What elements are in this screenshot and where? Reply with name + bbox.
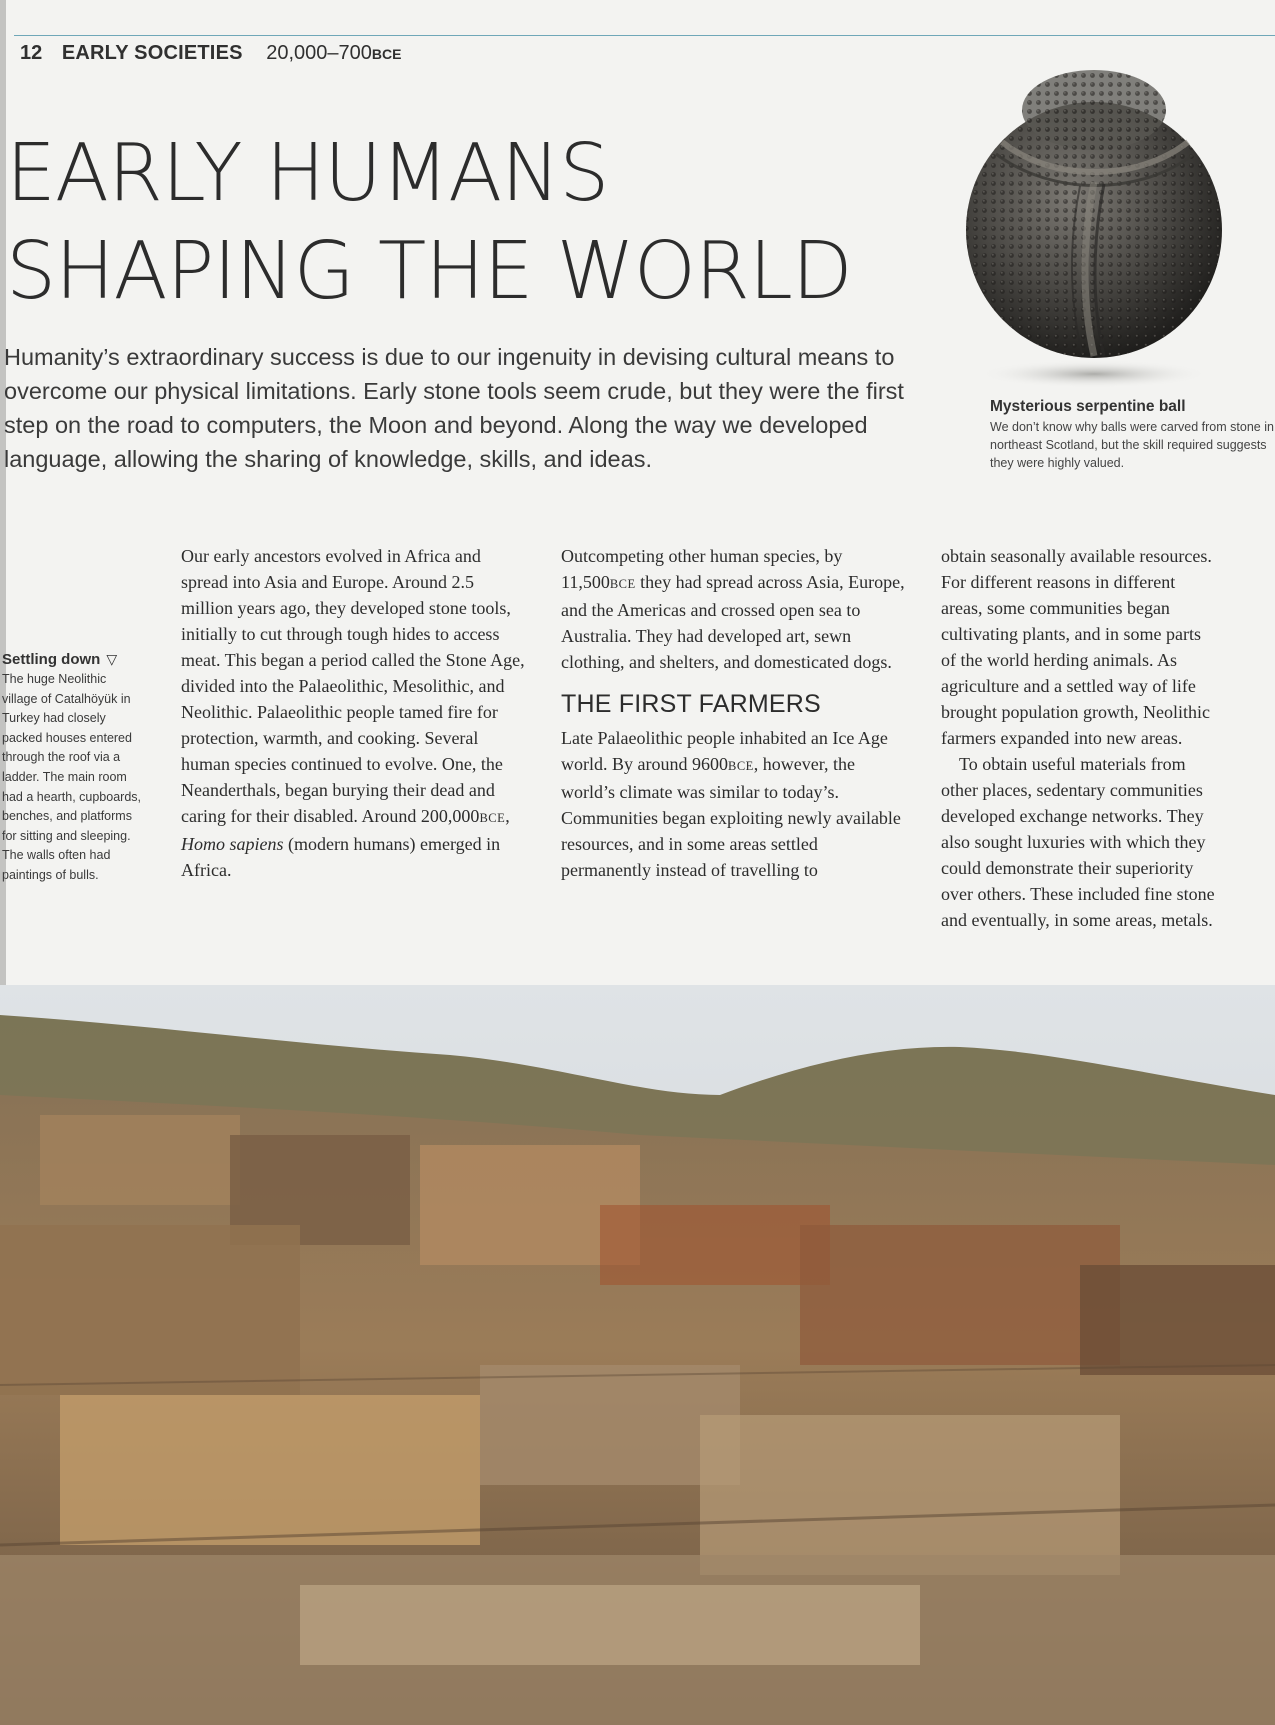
column-1-text-b: (modern humans) emerged in Africa. (181, 834, 501, 880)
ball-caption-text: We don’t know why balls were carved from stone in northeast Scotland, but the skill required suggests they were highly valued. (990, 420, 1274, 470)
column-2-text-a: Outcompeting other human species, by 11,500 (561, 546, 843, 592)
body-column-1 (181, 543, 526, 883)
column-3-line: For different reasons in different (941, 572, 1176, 592)
column-3-line: To obtain useful materials from (959, 754, 1186, 774)
column-3-line: obtain seasonally available resources. (941, 546, 1212, 566)
column-3-line: also sought luxuries with which they (941, 832, 1206, 852)
section-subheading: THE FIRST FARMERS (561, 690, 821, 718)
column-1-text-a: Our early ancestors evolved in Africa and spread into Asia and Europe. Around 2.5 million years ago, they developed stone tools, initially to cut through tough hides to access meat. This began a period called the Stone Age, divided into the Palaeolithic, Mesolithic, and Neolithic. Palaeolithic people tamed fire for protection, warmth, and cooking. Several human species continued to evolve. One, the Neanderthals, began burying their dead and caring for their disabled. Around 200,000 (181, 546, 525, 826)
column-3-line: agriculture and a settled way of life (941, 676, 1196, 696)
section-title: EARLY SOCIETIES (61, 42, 243, 64)
serpentine-ball-image (962, 62, 1232, 392)
column-2-text-b: they had spread across Asia, Europe, and the Americas and crossed open sea to Australia. They had developed art, sewn clothing, and shelters, and domesticated dogs. (561, 572, 905, 672)
column-3-line: and eventually, in some areas, metals. (941, 910, 1213, 930)
ball-caption (990, 398, 1275, 472)
column-3-line: cultivating plants, and in some parts (941, 624, 1201, 644)
column-3-line: of the world herding animals. As (941, 650, 1177, 670)
catalhoyuk-excavation-photo (0, 985, 1275, 1725)
date-era: BCE (371, 46, 402, 62)
era-label: BCE (727, 759, 754, 773)
column-2-paragraph-1 (561, 543, 906, 675)
era-label: BCE (609, 577, 636, 591)
header-rule (14, 35, 1275, 36)
column-3-line: areas, some communities began (941, 598, 1170, 618)
settling-caption (2, 651, 142, 886)
column-3-line: other places, sedentary communities (941, 780, 1203, 800)
triangle-down-icon: ▽ (106, 651, 118, 667)
intro-paragraph: Humanity’s extraordinary success is due to our ingenuity in devising cultural means to overcome our physical limitations. Early stone tools seem crude, but they were the first step on the road to computers, the Moon and beyond. Along the way we developed language, allowing the sharing of knowledge, skills, and ideas. (4, 344, 904, 472)
column-2-text-d: , however, the world’s climate was similar to today’s. Communities began exploiting newly available resources, and in some areas settled permanently instead of travelling to (561, 754, 901, 880)
column-3-line: brought population growth, Neolithic (941, 702, 1210, 722)
species-name: Homo sapiens (181, 834, 284, 854)
column-3-line: over others. These included fine stone (941, 884, 1215, 904)
column-3-line: developed exchange networks. They (941, 806, 1204, 826)
column-3-line: could demonstrate their superiority (941, 858, 1194, 878)
column-3-line: farmers expanded into new areas. (941, 728, 1183, 748)
page-number: 12 (20, 42, 43, 64)
settling-caption-text: The huge Neolithic village of Catalhöyük in Turkey had closely packed houses entered through the roof via a ladder. The main room had a hearth, cupboards, benches, and platforms for sitting and sleeping. The walls often had paintings of bulls. (2, 672, 141, 882)
running-header (20, 42, 401, 65)
body-column-2 (561, 543, 906, 883)
date-range: 20,000–700 (266, 42, 372, 64)
settling-caption-title: Settling down (2, 651, 101, 668)
era-label: BCE (479, 811, 506, 825)
title-line-2: SHAPING THE WORLD (6, 225, 852, 317)
column-2-paragraph-2 (561, 725, 906, 883)
column-1-paragraph (181, 543, 526, 883)
page-title (6, 124, 852, 320)
column-2-text-c: Late Palaeolithic people inhabited an Ice Age world. By around 9600 (561, 728, 888, 774)
ball-caption-title: Mysterious serpentine ball (990, 398, 1186, 415)
column-1-comma: , (505, 806, 510, 826)
title-line-1: EARLY HUMANS (6, 127, 609, 219)
body-column-3 (941, 543, 1275, 933)
